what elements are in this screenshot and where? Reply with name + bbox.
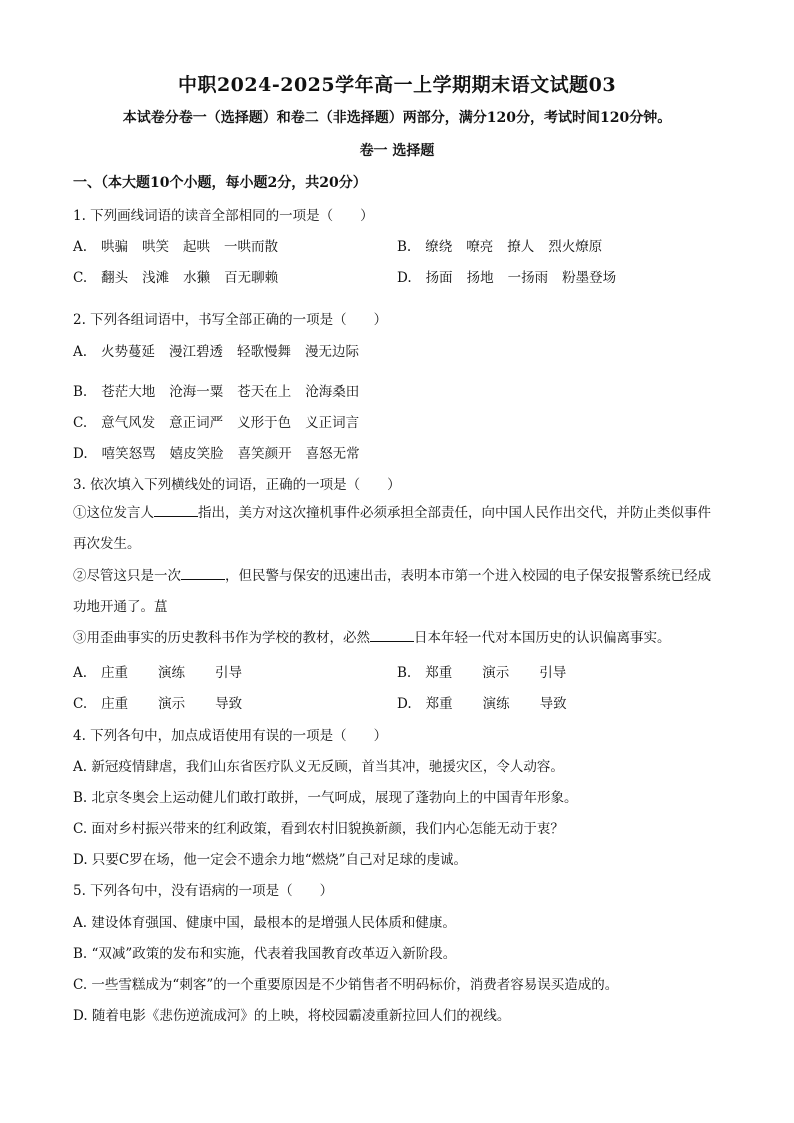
option-word: 浅滩 bbox=[142, 270, 170, 286]
fill-blank bbox=[181, 567, 225, 580]
option-word: 导致 bbox=[539, 696, 567, 712]
sentence-text: ③用歪曲事实的历史教科书作为学校的教材，必然 bbox=[73, 630, 370, 646]
sentence-text: 日本年轻一代对本国历史的认识偏离事实。 bbox=[414, 630, 671, 646]
question-4-option-b: B. 北京冬奥会上运动健儿们敢打敢拼，一气呵成，展现了蓬勃向上的中国青年形象。 bbox=[73, 790, 578, 806]
sentence-text: 指出，美方对这次撞机事件必须承担全部责任，向中国人民作出交代，并防止类似事件再次发生。 bbox=[73, 505, 711, 552]
option-word: 漫无边际 bbox=[305, 344, 360, 360]
question-3-sentence-1 bbox=[73, 498, 723, 560]
question-3-option-c bbox=[73, 692, 272, 712]
option-word: 沧海一粟 bbox=[169, 384, 224, 400]
option-word: 演示 bbox=[158, 696, 186, 712]
question-3-option-b bbox=[397, 661, 596, 681]
option-word: 嬉皮笑脸 bbox=[169, 446, 224, 462]
option-label: D. bbox=[73, 446, 88, 462]
option-word: 引导 bbox=[215, 665, 243, 681]
option-label: B. bbox=[397, 665, 412, 681]
option-label: D. bbox=[397, 696, 412, 712]
option-label: D. bbox=[397, 270, 412, 286]
option-word: 缭绕 bbox=[425, 239, 453, 255]
question-5-option-d: D. 随着电影《悲伤逆流成河》的上映，将校园霸凌重新拉回人们的视线。 bbox=[73, 1008, 511, 1024]
option-word: 水獭 bbox=[183, 270, 211, 286]
question-4-stem: 4. 下列各句中，加点成语使用有误的一项是（ ） bbox=[73, 728, 388, 744]
option-word: 扬地 bbox=[466, 270, 494, 286]
option-word: 沧海桑田 bbox=[305, 384, 360, 400]
question-2-option-d bbox=[73, 442, 374, 462]
question-1-stem: 1. 下列画线词语的读音全部相同的一项是（ ） bbox=[73, 208, 374, 224]
page-title: 中职2024-2025学年高一上学期期末语文试题03 bbox=[177, 74, 617, 96]
option-word: 义形于色 bbox=[237, 415, 292, 431]
question-2-option-b bbox=[73, 380, 373, 400]
question-2-stem: 2. 下列各组词语中，书写全部正确的一项是（ ） bbox=[73, 312, 388, 328]
option-word: 演练 bbox=[482, 696, 510, 712]
option-word: 起哄 bbox=[183, 239, 211, 255]
question-1-option-c bbox=[73, 266, 292, 286]
option-word: 一哄而散 bbox=[224, 239, 279, 255]
question-1-option-a bbox=[73, 235, 292, 255]
option-word: 引导 bbox=[539, 665, 567, 681]
question-3-option-a bbox=[73, 661, 272, 681]
option-word: 郑重 bbox=[425, 665, 453, 681]
option-word: 漫江碧透 bbox=[169, 344, 224, 360]
option-word: 哄笑 bbox=[142, 239, 170, 255]
option-word: 导致 bbox=[215, 696, 243, 712]
option-word: 烈火燎原 bbox=[548, 239, 603, 255]
sentence-text: ①这位发言人 bbox=[73, 505, 154, 521]
option-word: 嘻笑怒骂 bbox=[101, 446, 156, 462]
option-label: A. bbox=[73, 239, 88, 255]
question-5-option-c: C. 一些雪糕成为“刺客”的一个重要原因是不少销售者不明码标价，消费者容易误买造成的。 bbox=[73, 977, 619, 993]
option-word: 庄重 bbox=[101, 696, 129, 712]
option-word: 粉墨登场 bbox=[562, 270, 617, 286]
option-word: 翻头 bbox=[101, 270, 129, 286]
option-label: A. bbox=[73, 344, 88, 360]
option-label: C. bbox=[73, 415, 88, 431]
fill-blank bbox=[154, 504, 198, 517]
option-label: B. bbox=[73, 384, 88, 400]
question-3-option-d bbox=[397, 692, 597, 712]
question-3-sentence-2 bbox=[73, 561, 723, 623]
option-word: 演示 bbox=[482, 665, 510, 681]
question-2-option-c bbox=[73, 411, 373, 431]
question-4-option-c: C. 面对乡村振兴带来的红利政策，看到农村旧貌换新颜，我们内心怎能无动于衷？ bbox=[73, 821, 564, 837]
option-label: C. bbox=[73, 696, 88, 712]
option-word: 苍茫大地 bbox=[101, 384, 156, 400]
option-word: 火势蔓延 bbox=[101, 344, 156, 360]
fill-blank bbox=[370, 629, 414, 642]
part-heading: 卷一 选择题 bbox=[359, 143, 435, 159]
question-1-option-d bbox=[397, 266, 630, 286]
option-word: 意正词严 bbox=[169, 415, 224, 431]
option-word: 郑重 bbox=[425, 696, 453, 712]
question-4-option-a: A. 新冠疫情肆虐，我们山东省医疗队义无反顾，首当其冲，驰援灾区，令人动容。 bbox=[73, 759, 564, 775]
option-word: 扬面 bbox=[425, 270, 453, 286]
question-4-option-d: D. 只要C罗在场，他一定会不遗余力地“燃烧”自己对足球的虔诚。 bbox=[73, 852, 468, 868]
option-word: 庄重 bbox=[101, 665, 129, 681]
question-5-option-a: A. 建设体育强国、健康中国，最根本的是增强人民体质和健康。 bbox=[73, 915, 456, 931]
sentence-text: ②尽管这只是一次 bbox=[73, 568, 181, 584]
question-5-stem: 5. 下列各句中，没有语病的一项是（ ） bbox=[73, 883, 334, 899]
option-word: 轻歌慢舞 bbox=[237, 344, 292, 360]
option-label: C. bbox=[73, 270, 88, 286]
option-word: 百无聊赖 bbox=[224, 270, 279, 286]
question-3-sentence-3 bbox=[73, 623, 723, 654]
option-word: 哄骗 bbox=[101, 239, 129, 255]
option-word: 撩人 bbox=[507, 239, 535, 255]
option-label: A. bbox=[73, 665, 88, 681]
exam-instructions: 本试卷分卷一（选择题）和卷二（非选择题）两部分，满分120分，考试时间120分钟。 bbox=[122, 110, 672, 126]
sentence-text: ，但民警与保安的迅速出击，表明本市第一个进入校园的电子保安报警系统已经成功地开通了。蒀 bbox=[73, 568, 711, 615]
option-word: 苍天在上 bbox=[237, 384, 292, 400]
option-word: 喜笑颜开 bbox=[237, 446, 292, 462]
option-word: 意气风发 bbox=[101, 415, 156, 431]
question-2-option-a bbox=[73, 340, 373, 360]
option-word: 演练 bbox=[158, 665, 186, 681]
question-5-option-b: B. “双减”政策的发布和实施，代表着我国教育改革迈入新阶段。 bbox=[73, 946, 457, 962]
question-3-stem: 3. 依次填入下列横线处的词语，正确的一项是（ ） bbox=[73, 477, 401, 493]
option-label: B. bbox=[397, 239, 412, 255]
option-word: 喜怒无常 bbox=[305, 446, 360, 462]
option-word: 一扬雨 bbox=[507, 270, 549, 286]
option-word: 义正词言 bbox=[305, 415, 360, 431]
option-word: 嘹亮 bbox=[466, 239, 494, 255]
section-heading: 一、（本大题10个小题，每小题2分，共20分） bbox=[73, 175, 367, 191]
question-1-option-b bbox=[397, 235, 616, 255]
